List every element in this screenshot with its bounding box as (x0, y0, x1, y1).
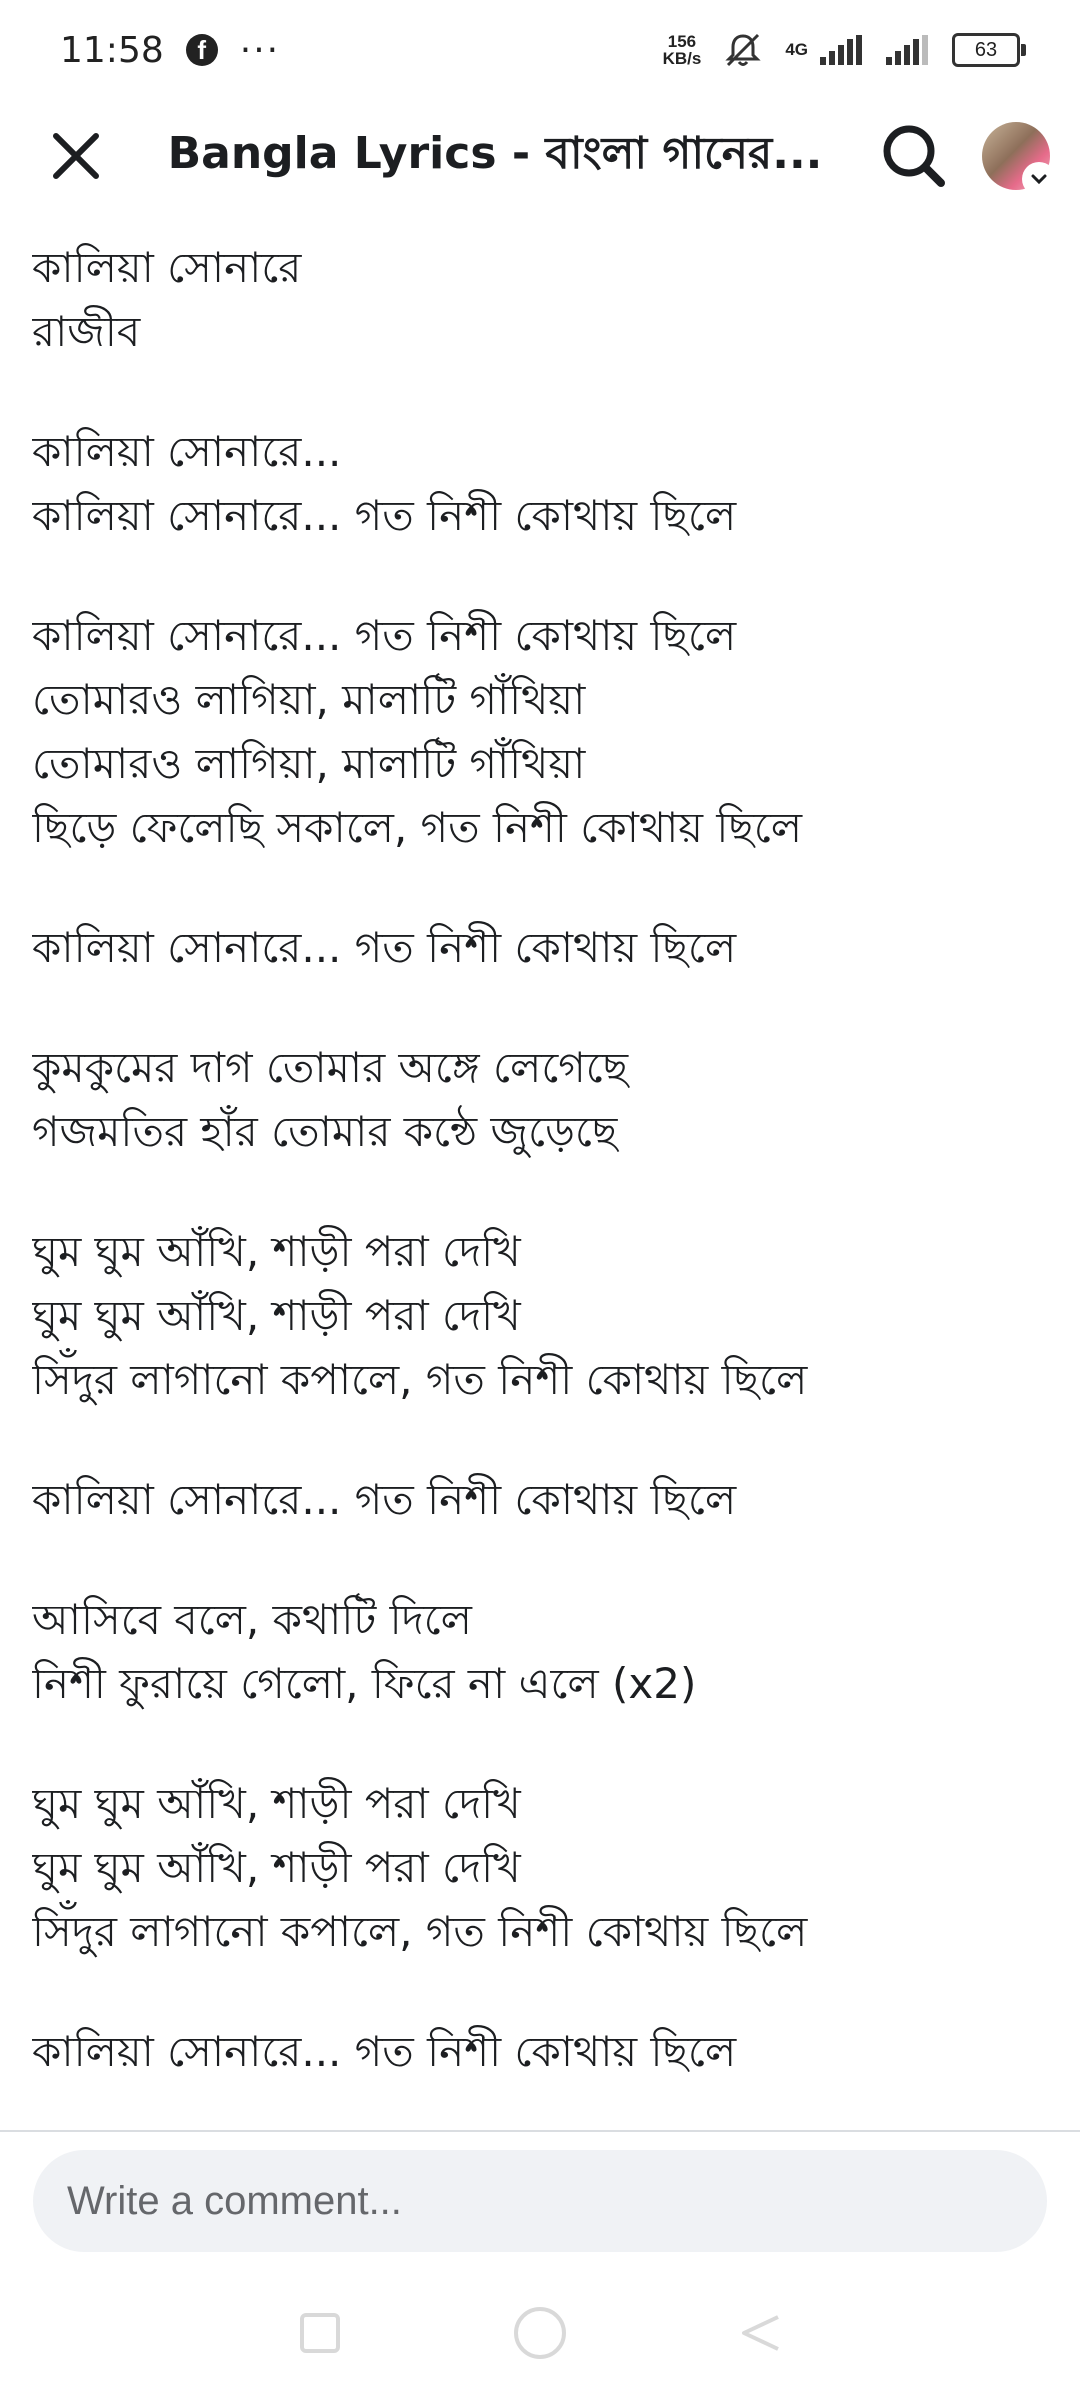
lyric-line: আসিবে বলে, কথাটি দিলে (32, 1595, 472, 1644)
stanza-gap (32, 980, 1048, 1036)
stanza-gap (32, 1412, 1048, 1468)
signal-strength-icon-2 (886, 35, 930, 65)
status-bar (0, 0, 1080, 100)
home-button[interactable] (512, 2305, 568, 2365)
lyric-line: সিঁদুর লাগানো কপালে, গত নিশী কোথায় ছিলে (32, 1907, 808, 1956)
lyric-line: কালিয়া সোনারে (32, 243, 302, 292)
network-speed (663, 33, 702, 67)
stanza-gap (32, 1164, 1048, 1220)
close-icon (50, 130, 102, 182)
battery-icon (952, 33, 1020, 67)
search-button[interactable] (868, 110, 960, 202)
status-time: 11:58 (60, 29, 164, 71)
network-speed-unit: KB/s (662, 49, 702, 68)
post-lyrics-text (32, 236, 1048, 2124)
lyric-line: নিশী ফুরায়ে গেলো, ফিরে না এলে (x2) (32, 1659, 697, 1708)
signal-strength-icon-1 (820, 35, 864, 65)
lyric-line: ঘুম ঘুম আঁখি, শাড়ী পরা দেখি (32, 1779, 521, 1828)
profile-avatar[interactable] (982, 122, 1050, 190)
status-left (60, 30, 280, 71)
lyric-line: ছিড়ে ফেলেছি সকালে, গত নিশী কোথায় ছিলে (32, 803, 802, 852)
battery-level: 63 (974, 38, 998, 61)
network-speed-value: 156 (667, 32, 697, 51)
facebook-notification-icon: f (186, 34, 218, 66)
lyric-line: তোমারও লাগিয়া, মালাটি গাঁথিয়া (32, 739, 586, 788)
lyric-line: ঘুম ঘুম আঁখি, শাড়ী পরা দেখি (32, 1291, 521, 1340)
lyric-line: কালিয়া সোনারে... গত নিশী কোথায় ছিলে (32, 1475, 737, 1524)
stanza-gap (32, 364, 1048, 420)
recents-button[interactable] (298, 2311, 342, 2359)
lyric-line: তোমারও লাগিয়া, মালাটি গাঁথিয়া (32, 675, 586, 724)
lyric-line: ঘুম ঘুম আঁখি, শাড়ী পরা দেখি (32, 1227, 521, 1276)
back-button[interactable] (738, 2311, 782, 2359)
network-type: 4G (785, 40, 808, 59)
stanza-gap (32, 1532, 1048, 1588)
status-right (663, 30, 1020, 70)
comment-input[interactable] (33, 2150, 1047, 2252)
lyric-line: গজমতির হাঁর তোমার কন্ঠে জুড়েছে (32, 1107, 618, 1156)
stanza-gap (32, 1716, 1048, 1772)
square-icon (298, 2311, 342, 2355)
chevron-down-icon (1024, 164, 1054, 194)
system-nav-bar (0, 2270, 1080, 2400)
comment-bar (0, 2130, 1080, 2270)
app-header (0, 100, 1080, 212)
close-button[interactable] (30, 110, 122, 202)
circle-icon (512, 2305, 568, 2361)
lyric-line: রাজীব (32, 307, 141, 356)
lyric-line: কালিয়া সোনারে... (32, 427, 342, 476)
lyric-line: কুমকুমের দাগ তোমার অঙ্গে লেগেছে (32, 1043, 629, 1092)
more-notifications-indicator: ··· (239, 29, 281, 71)
stanza-gap (32, 548, 1048, 604)
back-triangle-icon (738, 2311, 782, 2355)
bell-off-icon (723, 30, 763, 70)
stanza-gap (32, 860, 1048, 916)
lyric-line: কালিয়া সোনারে... গত নিশী কোথায় ছিলে (32, 2027, 737, 2076)
lyric-line: কালিয়া সোনারে... গত নিশী কোথায় ছিলে (32, 611, 737, 660)
lyric-line: কালিয়া সোনারে... গত নিশী কোথায় ছিলে (32, 491, 737, 540)
search-icon (881, 123, 947, 189)
stanza-gap (32, 1964, 1048, 2020)
page-title: Bangla Lyrics - বাংলা গানের... (167, 127, 823, 179)
lyric-line: কালিয়া সোনারে... গত নিশী কোথায় ছিলে (32, 923, 737, 972)
lyric-line: ঘুম ঘুম আঁখি, শাড়ী পরা দেখি (32, 1843, 521, 1892)
lyric-line: সিঁদুর লাগানো কপালে, গত নিশী কোথায় ছিলে (32, 1355, 808, 1404)
